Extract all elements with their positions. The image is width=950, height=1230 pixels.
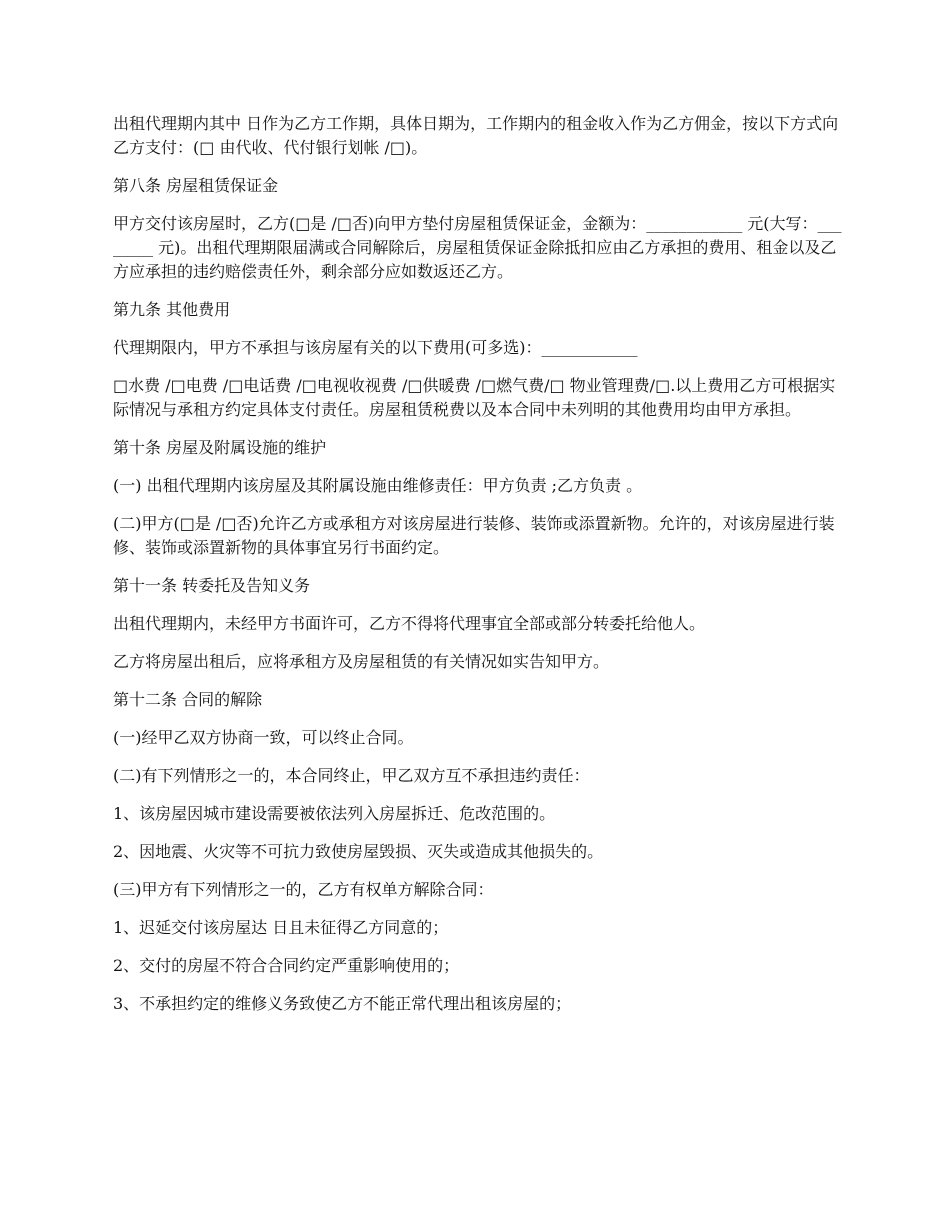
heading-article-12: 第十二条 合同的解除	[113, 690, 263, 709]
list-item-force-majeure: 2、因地震、火灾等不可抗力致使房屋毁损、灭失或造成其他损失的。	[113, 842, 604, 861]
paragraph-termination-2: (二)有下列情形之一的，本合同终止，甲乙双方互不承担违约责任：	[113, 766, 590, 785]
paragraph-maintenance-1: (一) 出租代理期内该房屋及其附属设施由维修责任：甲方负责 ;乙方负责 。	[113, 476, 643, 495]
paragraph-maintenance-2: (二)甲方(□是 /□否)允许乙方或承租方对该房屋进行装修、装饰或添置新物。允许的，对该房屋进行装修、装饰或添置新物的具体事宜另行书面约定。	[113, 514, 835, 557]
list-item-late-delivery: 1、迟延交付该房屋达 日且未征得乙方同意的；	[113, 918, 449, 937]
paragraph-other-fees: 代理期限内，甲方不承担与该房屋有关的以下费用(可多选)：____________	[113, 338, 638, 357]
paragraph-subdelegation: 出租代理期内，未经甲方书面许可，乙方不得将代理事宜全部或部分转委托给他人。	[113, 614, 706, 633]
paragraph-deposit: 甲方交付该房屋时，乙方(□是 /□否)向甲方垫付房屋租赁保证金，金额为：____________ 元(大写：________ 元)。出租代理期限届满或合同解除后，房屋租赁保证金除抵扣应由乙方承担的费用、租金以及乙方应承担的违约赔偿责任外，剩余部分应如数返还乙方。	[113, 214, 842, 281]
heading-article-9: 第九条 其他费用	[113, 300, 231, 319]
document-page	[113, 112, 843, 1030]
heading-article-8: 第八条 房屋租赁保证金	[113, 176, 279, 195]
list-item-demolition: 1、该房屋因城市建设需要被依法列入房屋拆迁、危改范围的。	[113, 804, 556, 823]
heading-article-10: 第十条 房屋及附属设施的维护	[113, 438, 327, 457]
list-item-maintenance-failure: 3、不承担约定的维修义务致使乙方不能正常代理出租该房屋的；	[113, 994, 572, 1013]
paragraph-termination-3: (三)甲方有下列情形之一的，乙方有权单方解除合同：	[113, 880, 494, 899]
paragraph-notification: 乙方将房屋出租后，应将承租方及房屋租赁的有关情况如实告知甲方。	[113, 652, 610, 671]
paragraph-fee-options: □水费 /□电费 /□电话费 /□电视收视费 /□供暖费 /□燃气费/□ 物业管理费/□.以上费用乙方可根据实际情况与承租方约定具体支付责任。房屋租赁税费以及本合同中未列明的其他费用均由甲方承担。	[113, 376, 836, 419]
heading-article-11: 第十一条 转委托及告知义务	[113, 576, 311, 595]
paragraph-commission-payment: 出租代理期内其中 日作为乙方工作期，具体日期为，工作期内的租金收入作为乙方佣金，按以下方式向乙方支付：(□ 由代收、代付银行划帐 /□)。	[113, 114, 839, 157]
list-item-nonconforming: 2、交付的房屋不符合合同约定严重影响使用的；	[113, 956, 460, 975]
paragraph-termination-1: (一)经甲乙双方协商一致，可以终止合同。	[113, 728, 414, 747]
